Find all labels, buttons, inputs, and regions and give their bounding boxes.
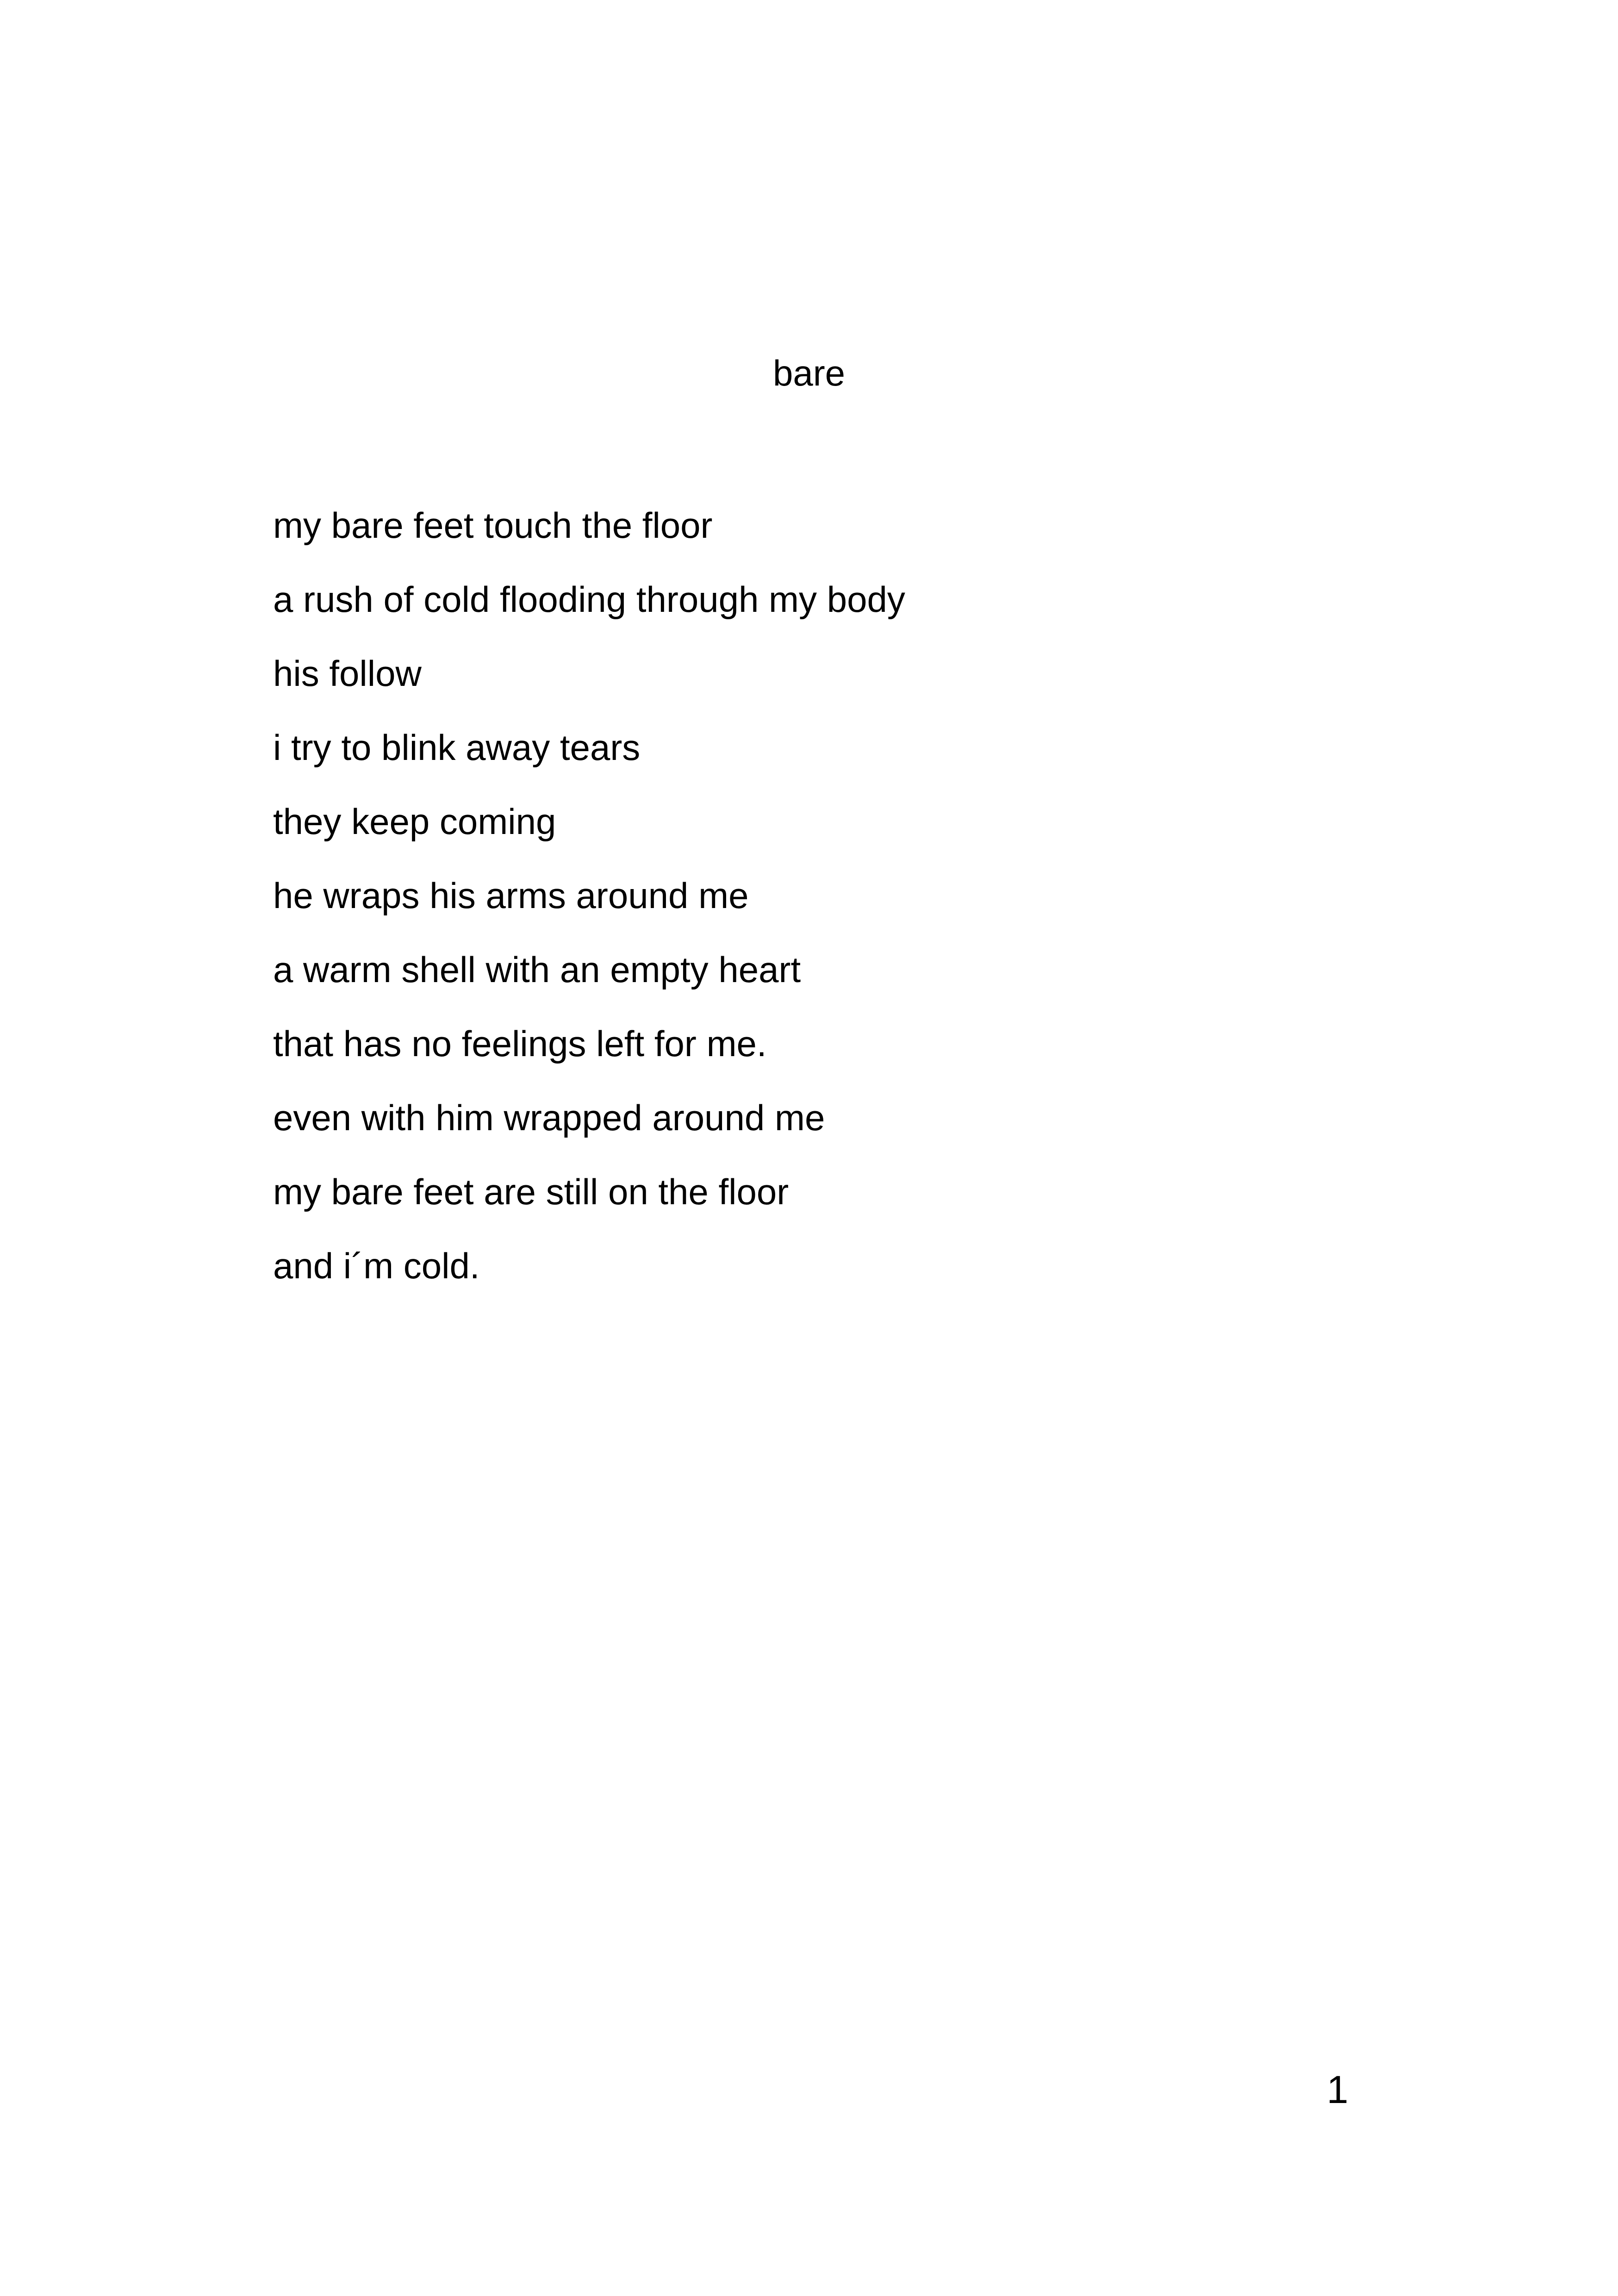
poem-line: my bare feet are still on the floor [273, 1171, 789, 1212]
poem-line: i try to blink away tears [273, 727, 641, 768]
poem-body [273, 502, 905, 1317]
poem-line: and i´m cold. [273, 1245, 480, 1286]
poem-line: he wraps his arms around me [273, 875, 749, 916]
poem-line: a rush of cold flooding through my body [273, 579, 905, 620]
poem-line: his follow [273, 653, 422, 694]
page-number: 1 [1326, 2068, 1349, 2111]
poem-line: a warm shell with an empty heart [273, 949, 801, 990]
poem-line: they keep coming [273, 801, 556, 842]
poem-line: my bare feet touch the floor [273, 505, 713, 546]
poem-title: bare [772, 353, 846, 393]
poem-line: that has no feelings left for me. [273, 1023, 767, 1064]
poem-line: even with him wrapped around me [273, 1097, 825, 1138]
